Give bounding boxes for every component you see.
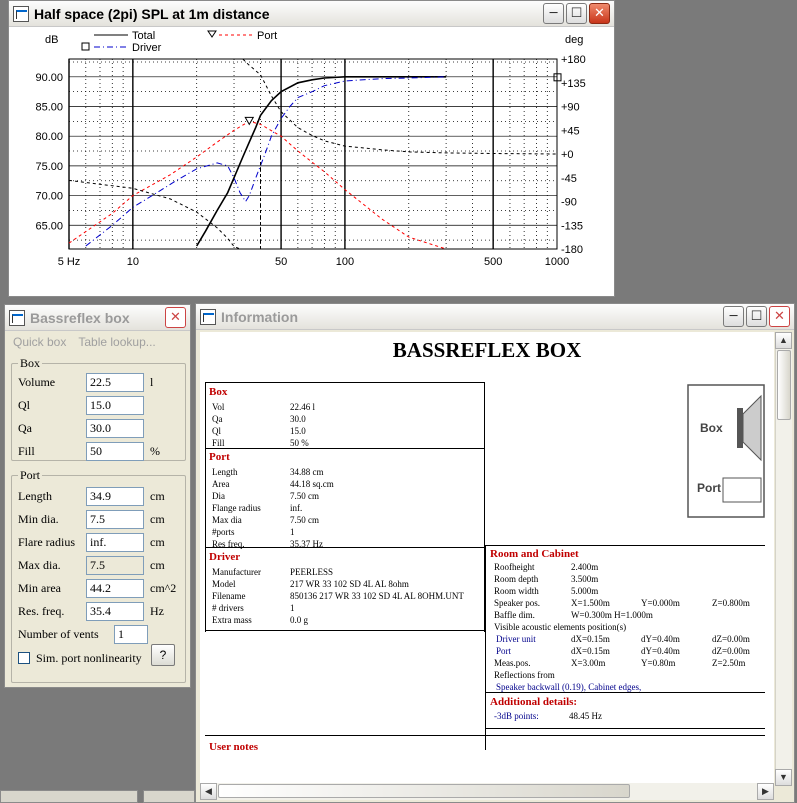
- room-baffle-cell: W=0.300m H=1.000m: [571, 610, 653, 620]
- chart-window-icon: [13, 6, 29, 22]
- room-reflections-value: Speaker backwall (0.19), Cabinet edges,: [496, 682, 642, 692]
- info-close-button[interactable]: ✕: [769, 306, 790, 327]
- info-row-value: 30.0: [290, 414, 306, 424]
- y-axis-label: dB: [45, 34, 59, 46]
- box-field-row: [18, 395, 183, 415]
- box-field-unit: l: [150, 374, 154, 389]
- plot-area: [69, 59, 557, 249]
- diagram-box-label: Box: [700, 421, 723, 435]
- room-reflections-label: Reflections from: [494, 670, 555, 680]
- minimized-window-1[interactable]: [0, 790, 138, 803]
- room-speakerpos-cell: Speaker pos.: [494, 598, 540, 608]
- port-field-row: [18, 578, 183, 598]
- box-group: [11, 356, 186, 461]
- y2-tick-label: -180: [561, 244, 584, 256]
- info-row-value: 15.0: [290, 426, 306, 436]
- minus3db-value: 48.45 Hz: [569, 711, 602, 721]
- info-window-icon: [200, 309, 216, 325]
- room-roomdepth-cell: 3.500m: [571, 574, 599, 584]
- info-row-key: Flange radius: [212, 503, 261, 513]
- info-horizontal-scrollbar[interactable]: [200, 783, 774, 800]
- info-row-key: Manufacturer: [212, 567, 261, 577]
- y2-tick-label: +0: [561, 149, 574, 161]
- legend-label: Total: [132, 30, 156, 42]
- info-row-key: Model: [212, 579, 236, 589]
- info-row-value: 1: [290, 603, 295, 613]
- vents-input[interactable]: [114, 625, 148, 644]
- x-tick-label: 100: [335, 256, 355, 268]
- info-row-key: Vol: [212, 402, 225, 412]
- legend-marker: [82, 43, 89, 50]
- spl-chart[interactable]: [9, 27, 614, 296]
- y2-axis-label: deg: [565, 34, 584, 46]
- driver-heading: Driver: [209, 551, 241, 563]
- info-row-key: Extra mass: [212, 615, 252, 625]
- sim-nonlinearity-checkbox[interactable]: [18, 652, 30, 664]
- room-heading: Room and Cabinet: [490, 548, 579, 560]
- y2-tick-label: +135: [561, 77, 586, 90]
- y-tick-label: 90.00: [35, 71, 63, 84]
- bassreflex-titlebar[interactable]: [5, 305, 190, 331]
- room-top-border: [485, 545, 765, 546]
- y2-tick-label: +45: [561, 125, 580, 138]
- info-row-value: 44.18 sq.cm: [290, 479, 334, 489]
- box-field-label: Ql: [18, 397, 30, 412]
- info-row-key: Qa: [212, 414, 223, 424]
- port-field-label: Min dia.: [18, 511, 59, 526]
- scroll-right-button[interactable]: ▶: [757, 783, 774, 800]
- notes-top-border: [205, 735, 765, 736]
- scroll-left-button[interactable]: ◀: [200, 783, 217, 800]
- port-field-row: [18, 509, 183, 529]
- room-roomwidth-cell: Room width: [494, 586, 539, 596]
- vertical-scroll-thumb[interactable]: [777, 350, 791, 420]
- info-row-key: Filename: [212, 591, 246, 601]
- room-driverunit-cell: Driver unit: [496, 634, 536, 644]
- close-button[interactable]: ✕: [589, 3, 610, 24]
- port-field-unit: cm: [150, 511, 165, 526]
- box-field-row: [18, 441, 183, 461]
- y2-tick-label: -90: [561, 196, 577, 209]
- info-window-title: Information: [221, 308, 298, 325]
- port-field-row: [18, 601, 183, 621]
- port-field-label: Res. freq.: [18, 603, 65, 618]
- divider-box-port: [205, 448, 485, 449]
- room-left-border: [485, 545, 486, 750]
- additional-bottom-border: [485, 728, 765, 729]
- menu-quick-box[interactable]: Quick box: [13, 335, 67, 349]
- x-tick-label: 50: [274, 256, 288, 268]
- box-field-input[interactable]: [86, 419, 144, 438]
- port-field-input[interactable]: [86, 510, 144, 529]
- info-minimize-button[interactable]: ─: [723, 306, 744, 327]
- additional-heading: Additional details:: [490, 696, 578, 708]
- box-field-input[interactable]: [86, 396, 144, 415]
- room-portrow-cell: Port: [496, 646, 512, 656]
- y2-tick-label: +180: [561, 54, 586, 66]
- horizontal-scroll-thumb[interactable]: [218, 784, 630, 798]
- y2-tick-label: +90: [561, 101, 580, 114]
- diagram-port-label: Port: [697, 481, 721, 495]
- port-field-unit: Hz: [150, 603, 164, 618]
- port-field-unit: cm: [150, 534, 165, 549]
- info-row-value: 7.50 cm: [290, 515, 319, 525]
- box-field-row: [18, 418, 183, 438]
- minus3db-label: -3dB points:: [494, 711, 539, 721]
- info-row-value: 217 WR 33 102 SD 4L AL 8ohm: [290, 579, 409, 589]
- minimized-window-2[interactable]: [143, 790, 195, 803]
- port-field-input[interactable]: [86, 487, 144, 506]
- room-bottom-border: [485, 692, 765, 693]
- bassreflex-menu: [5, 331, 190, 353]
- bassreflex-close-button[interactable]: ✕: [165, 307, 186, 328]
- info-row-value: inf.: [290, 503, 303, 513]
- box-field-label: Qa: [18, 420, 32, 435]
- info-row-value: 850136 217 WR 33 102 SD 4L AL 8OHM.UNT: [290, 591, 464, 601]
- port-group-title: Port: [20, 468, 41, 482]
- port-field-unit: cm: [150, 488, 165, 503]
- port-heading: Port: [209, 451, 230, 463]
- box-field-row: [18, 372, 183, 392]
- bassreflex-window-icon: [9, 310, 25, 326]
- legend-label: Port: [257, 30, 278, 42]
- box-field-label: Fill: [18, 443, 35, 458]
- port-field-label: Min area: [18, 580, 61, 595]
- information-window: [195, 303, 795, 803]
- room-baffle-cell: Baffle dim.: [494, 610, 535, 620]
- y2-tick-label: -45: [561, 172, 577, 185]
- room-visible-label: Visible acoustic elements position(s): [494, 622, 627, 632]
- box-group-title: Box: [20, 356, 41, 370]
- port-field-label: Flare radius: [18, 534, 75, 549]
- info-row-key: Fill: [212, 438, 225, 448]
- port-field-row: [18, 555, 183, 575]
- menu-table-lookup[interactable]: Table lookup...: [78, 335, 156, 349]
- scroll-up-button[interactable]: ▲: [775, 332, 792, 349]
- x-tick-label: 1000: [544, 256, 570, 268]
- info-row-key: Dia: [212, 491, 225, 501]
- y2-tick-label: -135: [561, 220, 584, 233]
- scroll-down-button[interactable]: ▼: [775, 769, 792, 786]
- maximize-button[interactable]: ☐: [566, 3, 587, 24]
- divider-driver-end: [205, 630, 485, 631]
- room-driverunit-cell: dY=0.40m: [641, 634, 680, 644]
- help-button[interactable]: ?: [151, 644, 175, 666]
- box-heading: Box: [209, 386, 228, 398]
- x-tick-label: 10: [126, 256, 139, 268]
- info-row-value: PEERLESS: [290, 567, 334, 577]
- port-field-input[interactable]: [86, 533, 144, 552]
- port-field-label: Max dia.: [18, 557, 61, 572]
- x-tick-label: 5 Hz: [57, 256, 81, 268]
- info-document: [200, 332, 774, 786]
- vents-row: [18, 624, 183, 644]
- port-field-label: Length: [18, 488, 52, 503]
- room-meas-cell: X=3.00m: [571, 658, 606, 668]
- legend-marker: [208, 31, 216, 37]
- room-speakerpos-cell: X=1.500m: [571, 598, 610, 608]
- room-driverunit-cell: dZ=0.00m: [712, 634, 750, 644]
- info-row-key: Max dia: [212, 515, 242, 525]
- port-field-row: [18, 486, 183, 506]
- info-row-key: #ports: [212, 527, 235, 537]
- box-field-unit: %: [150, 443, 160, 458]
- divider-port-driver: [205, 547, 485, 548]
- y-tick-label: 65.00: [35, 220, 63, 233]
- info-row-value: 35.37 Hz: [290, 539, 323, 549]
- port-field-unit: cm^2: [150, 580, 177, 595]
- info-row-key: Res freq.: [212, 539, 245, 549]
- port-field-unit: cm: [150, 557, 165, 572]
- box-field-label: Volume: [18, 374, 56, 389]
- spl-chart-window: [8, 0, 615, 297]
- x-tick-label: 500: [483, 256, 503, 268]
- room-portrow-cell: dY=0.40m: [641, 646, 680, 656]
- info-row-key: Ql: [212, 426, 221, 436]
- room-roomdepth-cell: Room depth: [494, 574, 539, 584]
- y-tick-label: 80.00: [35, 131, 63, 144]
- port-field-input: [86, 556, 144, 575]
- info-vertical-scrollbar[interactable]: [775, 332, 792, 786]
- room-roofheight-cell: 2.400m: [571, 562, 599, 572]
- port-field-input[interactable]: [86, 579, 144, 598]
- info-row-value: 7.50 cm: [290, 491, 319, 501]
- box-field-input[interactable]: [86, 373, 144, 392]
- info-row-value: 22.46 l: [290, 402, 316, 412]
- info-row-value: 0.0 g: [290, 615, 308, 625]
- room-speakerpos-cell: Y=0.000m: [641, 598, 680, 608]
- port-field-input[interactable]: [86, 602, 144, 621]
- y-tick-label: 85.00: [35, 101, 63, 114]
- vents-label: Number of vents: [18, 626, 99, 641]
- sim-nonlinearity-label: Sim. port nonlinearity: [36, 650, 142, 665]
- chart-titlebar[interactable]: [9, 1, 614, 27]
- y-tick-label: 70.00: [35, 190, 63, 203]
- room-meas-cell: Y=0.80m: [641, 658, 676, 668]
- room-portrow-cell: dZ=0.00m: [712, 646, 750, 656]
- room-roomwidth-cell: 5.000m: [571, 586, 599, 596]
- info-row-key: Area: [212, 479, 230, 489]
- bassreflex-panel: [4, 304, 191, 688]
- info-maximize-button[interactable]: ☐: [746, 306, 767, 327]
- info-titlebar[interactable]: [196, 304, 794, 330]
- info-row-value: 1: [290, 527, 295, 537]
- y-tick-label: 75.00: [35, 160, 63, 173]
- port-group: [11, 468, 186, 683]
- box-field-input[interactable]: [86, 442, 144, 461]
- room-portrow-cell: dX=0.15m: [571, 646, 610, 656]
- cabinet-diagram: [687, 384, 767, 520]
- room-roofheight-cell: Roofheight: [494, 562, 535, 572]
- room-speakerpos-cell: Z=0.800m: [712, 598, 750, 608]
- bassreflex-title: Bassreflex box: [30, 309, 130, 326]
- doc-title: BASSREFLEX BOX: [392, 338, 582, 362]
- room-driverunit-cell: dX=0.15m: [571, 634, 610, 644]
- port-field-row: [18, 532, 183, 552]
- info-row-value: 34.88 cm: [290, 467, 324, 477]
- info-row-key: Length: [212, 467, 238, 477]
- user-notes-heading: User notes: [209, 741, 258, 753]
- chart-window-title: Half space (2pi) SPL at 1m distance: [34, 5, 270, 22]
- minimize-button[interactable]: ─: [543, 3, 564, 24]
- info-row-value: 50 %: [290, 438, 309, 448]
- legend-label: Driver: [132, 42, 162, 54]
- info-row-key: # drivers: [212, 603, 244, 613]
- room-meas-cell: Meas.pos.: [494, 658, 531, 668]
- room-meas-cell: Z=2.50m: [712, 658, 746, 668]
